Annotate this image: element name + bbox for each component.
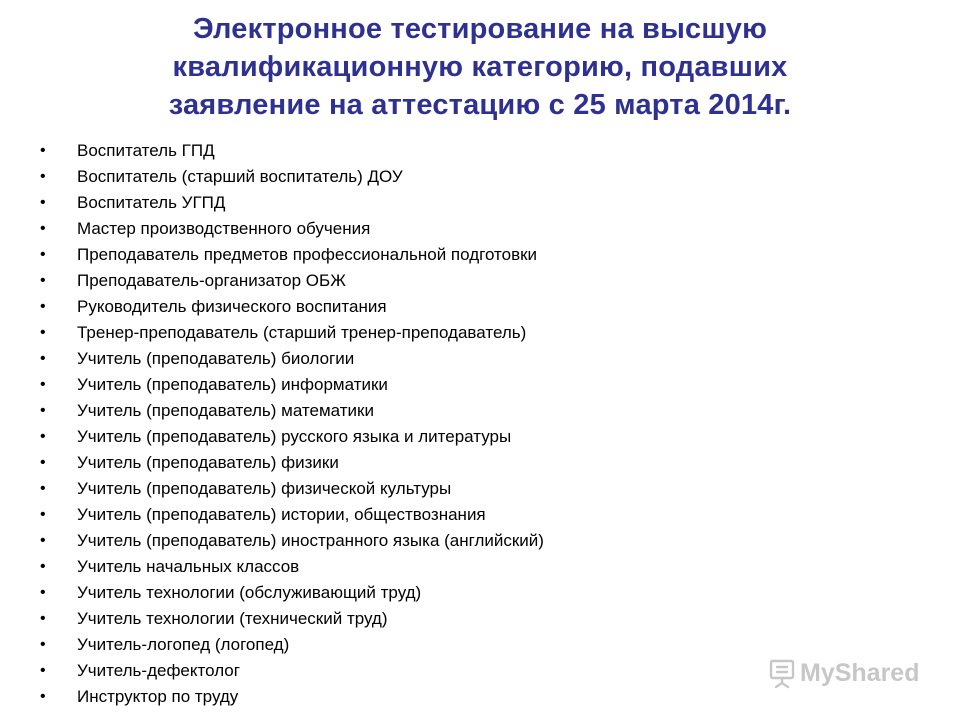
bullet-icon: • [40, 246, 46, 263]
list-item-text: Учитель технологии (технический труд) [77, 609, 388, 628]
list-item [40, 242, 780, 268]
bullet-icon: • [40, 506, 46, 523]
list-item-text: Учитель (преподаватель) русского языка и литературы [77, 427, 512, 446]
list-item [40, 294, 780, 320]
watermark-logo-graphic [768, 653, 928, 693]
list-item-text: Инструктор по труду [77, 687, 239, 706]
title-line: квалификационную категорию, подавших [172, 51, 788, 83]
list-item [40, 346, 780, 372]
bullet-icon: • [40, 454, 46, 471]
list-item [40, 164, 780, 190]
list-item [40, 398, 780, 424]
list-item [40, 372, 780, 398]
bullet-icon: • [40, 402, 46, 419]
list-item-text: Воспитатель (старший воспитатель) ДОУ [77, 167, 403, 186]
bullet-icon: • [40, 194, 46, 211]
bullet-icon: • [40, 532, 46, 549]
bullet-icon: • [40, 688, 46, 705]
list-item-text: Преподаватель предметов профессиональной подготовки [77, 245, 538, 264]
bullet-icon: • [40, 272, 46, 289]
bullet-icon: • [40, 610, 46, 627]
list-item-text: Учитель (преподаватель) информатики [77, 375, 388, 394]
bullet-icon: • [40, 350, 46, 367]
list-item [40, 190, 780, 216]
list-item-text: Учитель начальных классов [77, 557, 300, 576]
bullet-icon: • [40, 376, 46, 393]
list-item [40, 528, 780, 554]
list-item [40, 450, 780, 476]
qualification-list [40, 138, 780, 710]
title-line: Электронное тестирование на высшую [192, 13, 768, 45]
list-item-text: Руководитель физического воспитания [77, 297, 387, 316]
list-item-text: Учитель (преподаватель) истории, обществознания [77, 505, 486, 524]
list-item [40, 138, 780, 164]
list-item [40, 216, 780, 242]
list-item-text: Учитель-дефектолог [77, 661, 240, 680]
list-item-text: Учитель (преподаватель) иностранного языка (английский) [77, 531, 544, 550]
list-item [40, 606, 780, 632]
bullet-icon: • [40, 480, 46, 497]
list-item-text: Воспитатель УГПД [77, 193, 226, 212]
bullet-icon: • [40, 142, 46, 159]
list-item-text: Учитель (преподаватель) физической культуры [77, 479, 452, 498]
list-item-text: Тренер-преподаватель (старший тренер-преподаватель) [77, 323, 527, 342]
slide-title [80, 10, 880, 124]
list-item [40, 580, 780, 606]
list-item [40, 476, 780, 502]
list-item [40, 632, 780, 658]
bullet-icon: • [40, 298, 46, 315]
list-item-text: Учитель-логопед (логопед) [77, 635, 290, 654]
presentation-screen-icon [771, 661, 793, 687]
list-item-text: Учитель технологии (обслуживающий труд) [77, 583, 422, 602]
list-item [40, 684, 780, 710]
bullet-icon: • [40, 428, 46, 445]
bullet-icon: • [40, 168, 46, 185]
title-line: заявление на аттестацию с 25 марта 2014г. [168, 89, 792, 121]
bullet-icon: • [40, 584, 46, 601]
list-item [40, 424, 780, 450]
list-item [40, 554, 780, 580]
bullet-icon: • [40, 662, 46, 679]
list-item-text: Преподаватель-организатор ОБЖ [77, 271, 346, 290]
list-item-text: Учитель (преподаватель) физики [77, 453, 339, 472]
list-item [40, 502, 780, 528]
bullet-icon: • [40, 220, 46, 237]
bullet-icon: • [40, 324, 46, 341]
list-item [40, 268, 780, 294]
watermark-text: MyShared [800, 659, 920, 687]
list-item-text: Учитель (преподаватель) математики [77, 401, 374, 420]
bullet-icon: • [40, 636, 46, 653]
list-item-text: Учитель (преподаватель) биологии [77, 349, 355, 368]
list-item-text: Воспитатель ГПД [77, 141, 215, 160]
watermark-logo [768, 653, 928, 693]
bullet-icon: • [40, 558, 46, 575]
list-item [40, 320, 780, 346]
list-item [40, 658, 780, 684]
list-item-text: Мастер производственного обучения [77, 219, 371, 238]
